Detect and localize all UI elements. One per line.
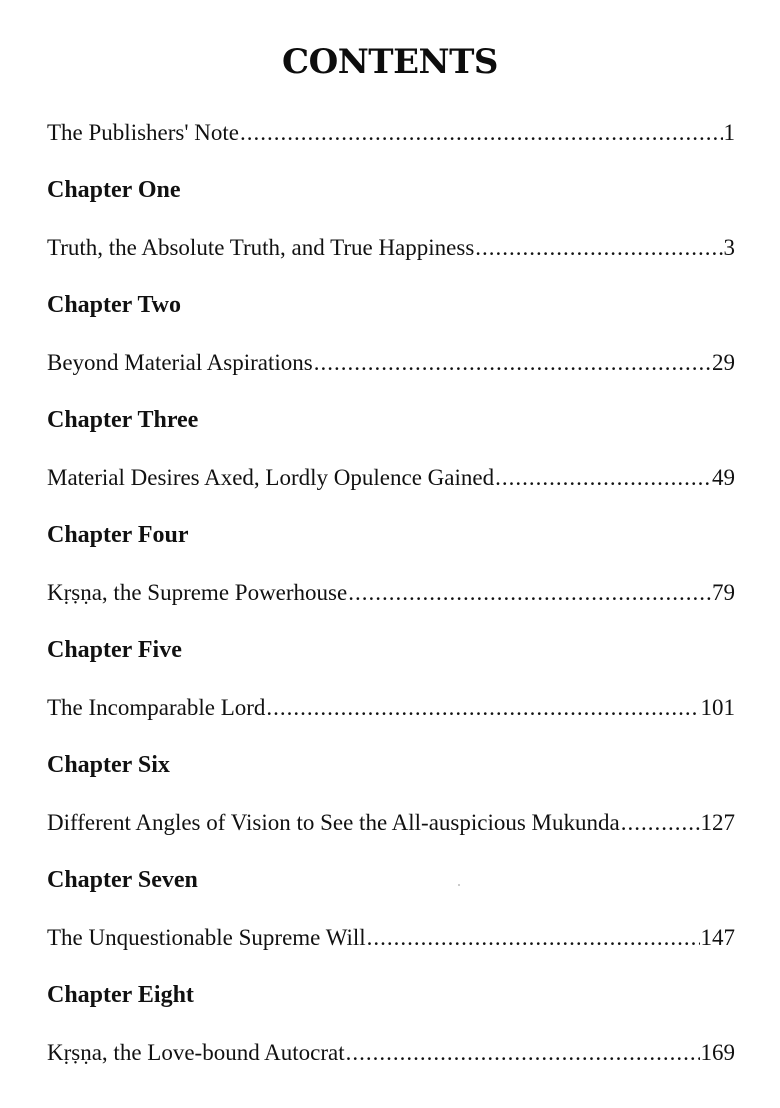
chapter-heading: Chapter Five (47, 637, 182, 663)
toc-page-number: 169 (700, 1040, 735, 1065)
chapter-heading: Chapter One (47, 177, 181, 203)
dot-leader (348, 576, 711, 610)
chapter-heading: Chapter Seven (47, 867, 198, 893)
toc-page-number: 49 (712, 465, 735, 490)
toc-page-number: 1 (723, 120, 735, 145)
toc-entry-title: The Incomparable Lord (47, 695, 266, 720)
dot-leader (475, 231, 722, 265)
chapter-heading: Chapter Six (47, 752, 170, 778)
toc-entry-chapter-seven[interactable] (47, 921, 735, 955)
toc-entry-title: The Unquestionable Supreme Will (47, 925, 366, 950)
scan-speck (458, 884, 460, 886)
dot-leader (621, 806, 700, 840)
toc-entry-chapter-three[interactable] (47, 461, 735, 495)
toc-entry-chapter-four[interactable] (47, 576, 735, 610)
toc-entry-chapter-six[interactable] (47, 806, 735, 840)
toc-entry-title: Truth, the Absolute Truth, and True Happiness (47, 235, 475, 260)
toc-entry-publishers-note[interactable] (47, 116, 735, 150)
chapter-heading: Chapter Two (47, 292, 182, 318)
page-title: CONTENTS (282, 42, 498, 82)
chapter-heading: Chapter Four (47, 522, 189, 548)
toc-page-number: 101 (700, 695, 735, 720)
toc-page-number: 29 (712, 350, 735, 375)
toc-entry-title: Kṛṣṇa, the Supreme Powerhouse (47, 580, 348, 605)
toc-entry-title: Different Angles of Vision to See the All-auspicious Mukunda (47, 810, 620, 835)
dot-leader (495, 461, 711, 495)
chapter-heading: Chapter Eight (47, 982, 194, 1008)
chapter-heading: Chapter Three (47, 407, 199, 433)
toc-page-number: 127 (700, 810, 735, 835)
dot-leader (346, 1036, 700, 1070)
toc-page-number: 79 (712, 580, 735, 605)
toc-entry-title: Material Desires Axed, Lordly Opulence Gained (47, 465, 495, 490)
toc-entry-chapter-eight[interactable] (47, 1036, 735, 1070)
dot-leader (314, 346, 711, 380)
toc-page-number: 3 (723, 235, 735, 260)
toc-entry-title: The Publishers' Note (47, 120, 239, 145)
toc-entry-title: Beyond Material Aspirations (47, 350, 313, 375)
dot-leader (240, 116, 723, 150)
dot-leader (367, 921, 700, 955)
toc-entry-chapter-two[interactable] (47, 346, 735, 380)
dot-leader (266, 691, 699, 725)
toc-entry-chapter-one[interactable] (47, 231, 735, 265)
toc-entry-title: Kṛṣṇa, the Love-bound Autocrat (47, 1040, 345, 1065)
toc-entry-chapter-five[interactable] (47, 691, 735, 725)
toc-page-number: 147 (700, 925, 735, 950)
